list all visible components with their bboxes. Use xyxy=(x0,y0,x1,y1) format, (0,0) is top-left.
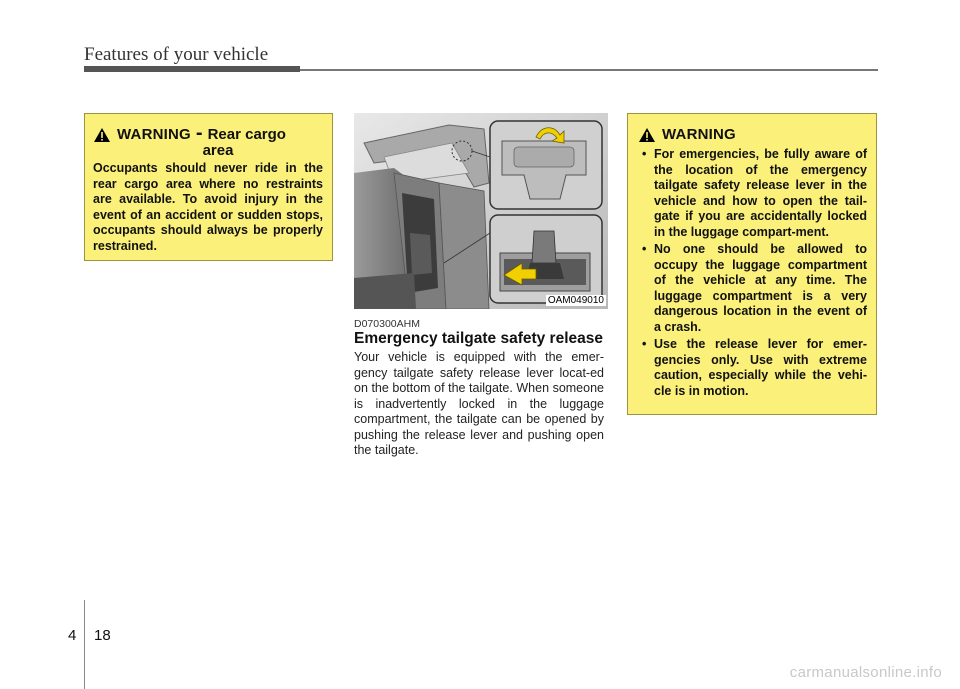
warning-box-tailgate xyxy=(627,113,877,415)
tailgate-drawing xyxy=(354,113,608,309)
list-item: • Use the release lever for emer-gencies only. Use with extreme caution, especially while the vehi-cle is in motion. xyxy=(638,337,867,399)
warning-subtitle: Rear cargo xyxy=(207,126,286,143)
footer-divider xyxy=(84,600,85,689)
warning-triangle-icon xyxy=(93,127,111,143)
warning-subtitle-line2: area xyxy=(202,142,234,159)
header-rule-thick xyxy=(84,66,300,72)
warning-triangle-icon xyxy=(638,127,656,143)
page-number: 18 xyxy=(94,627,111,644)
warning-title: WARNING xyxy=(117,126,191,143)
section-code: D070300AHM xyxy=(354,318,420,330)
section-title: Emergency tailgate safety release xyxy=(354,330,603,347)
warning-heading xyxy=(93,122,323,144)
tailgate-illustration xyxy=(354,113,608,309)
warning-text: Occupants should never ride in the rear cargo area where no restraints are available. To avoid injury in the event of an accident or sudden stops, occupants should always be properly restrained. xyxy=(93,161,323,253)
page-header-title: Features of your vehicle xyxy=(84,44,269,65)
figure-caption: OAM049010 xyxy=(547,295,604,306)
warning-title: WARNING xyxy=(662,126,736,143)
watermark: carmanualsonline.info xyxy=(789,664,942,681)
header-rule-thin xyxy=(300,69,878,71)
section-body: Your vehicle is equipped with the emer-gency tailgate safety release lever locat-ed on the bottom of the tailgate. When someone is inadvertently locked in the luggage compartment, the tailgate can be opened by pushing the release lever and pushing open the tailgate. xyxy=(354,350,604,457)
warning-heading xyxy=(638,126,867,143)
chapter-number: 4 xyxy=(68,627,77,644)
warning-box-rear-cargo xyxy=(84,113,333,261)
list-item: • No one should be allowed to occupy the luggage compartment of the vehicle at any time. The luggage compartment is a very dangerous location in the event of a crash. xyxy=(638,242,867,335)
warning-bullet-list xyxy=(638,147,867,399)
warning-dash: - xyxy=(195,122,203,144)
list-item: • For emergencies, be fully aware of the location of the emergency tailgate safety release lever in the vehicle and how to open the tail-gate if you are accidentally locked in the luggage compart-ment. xyxy=(638,147,867,240)
